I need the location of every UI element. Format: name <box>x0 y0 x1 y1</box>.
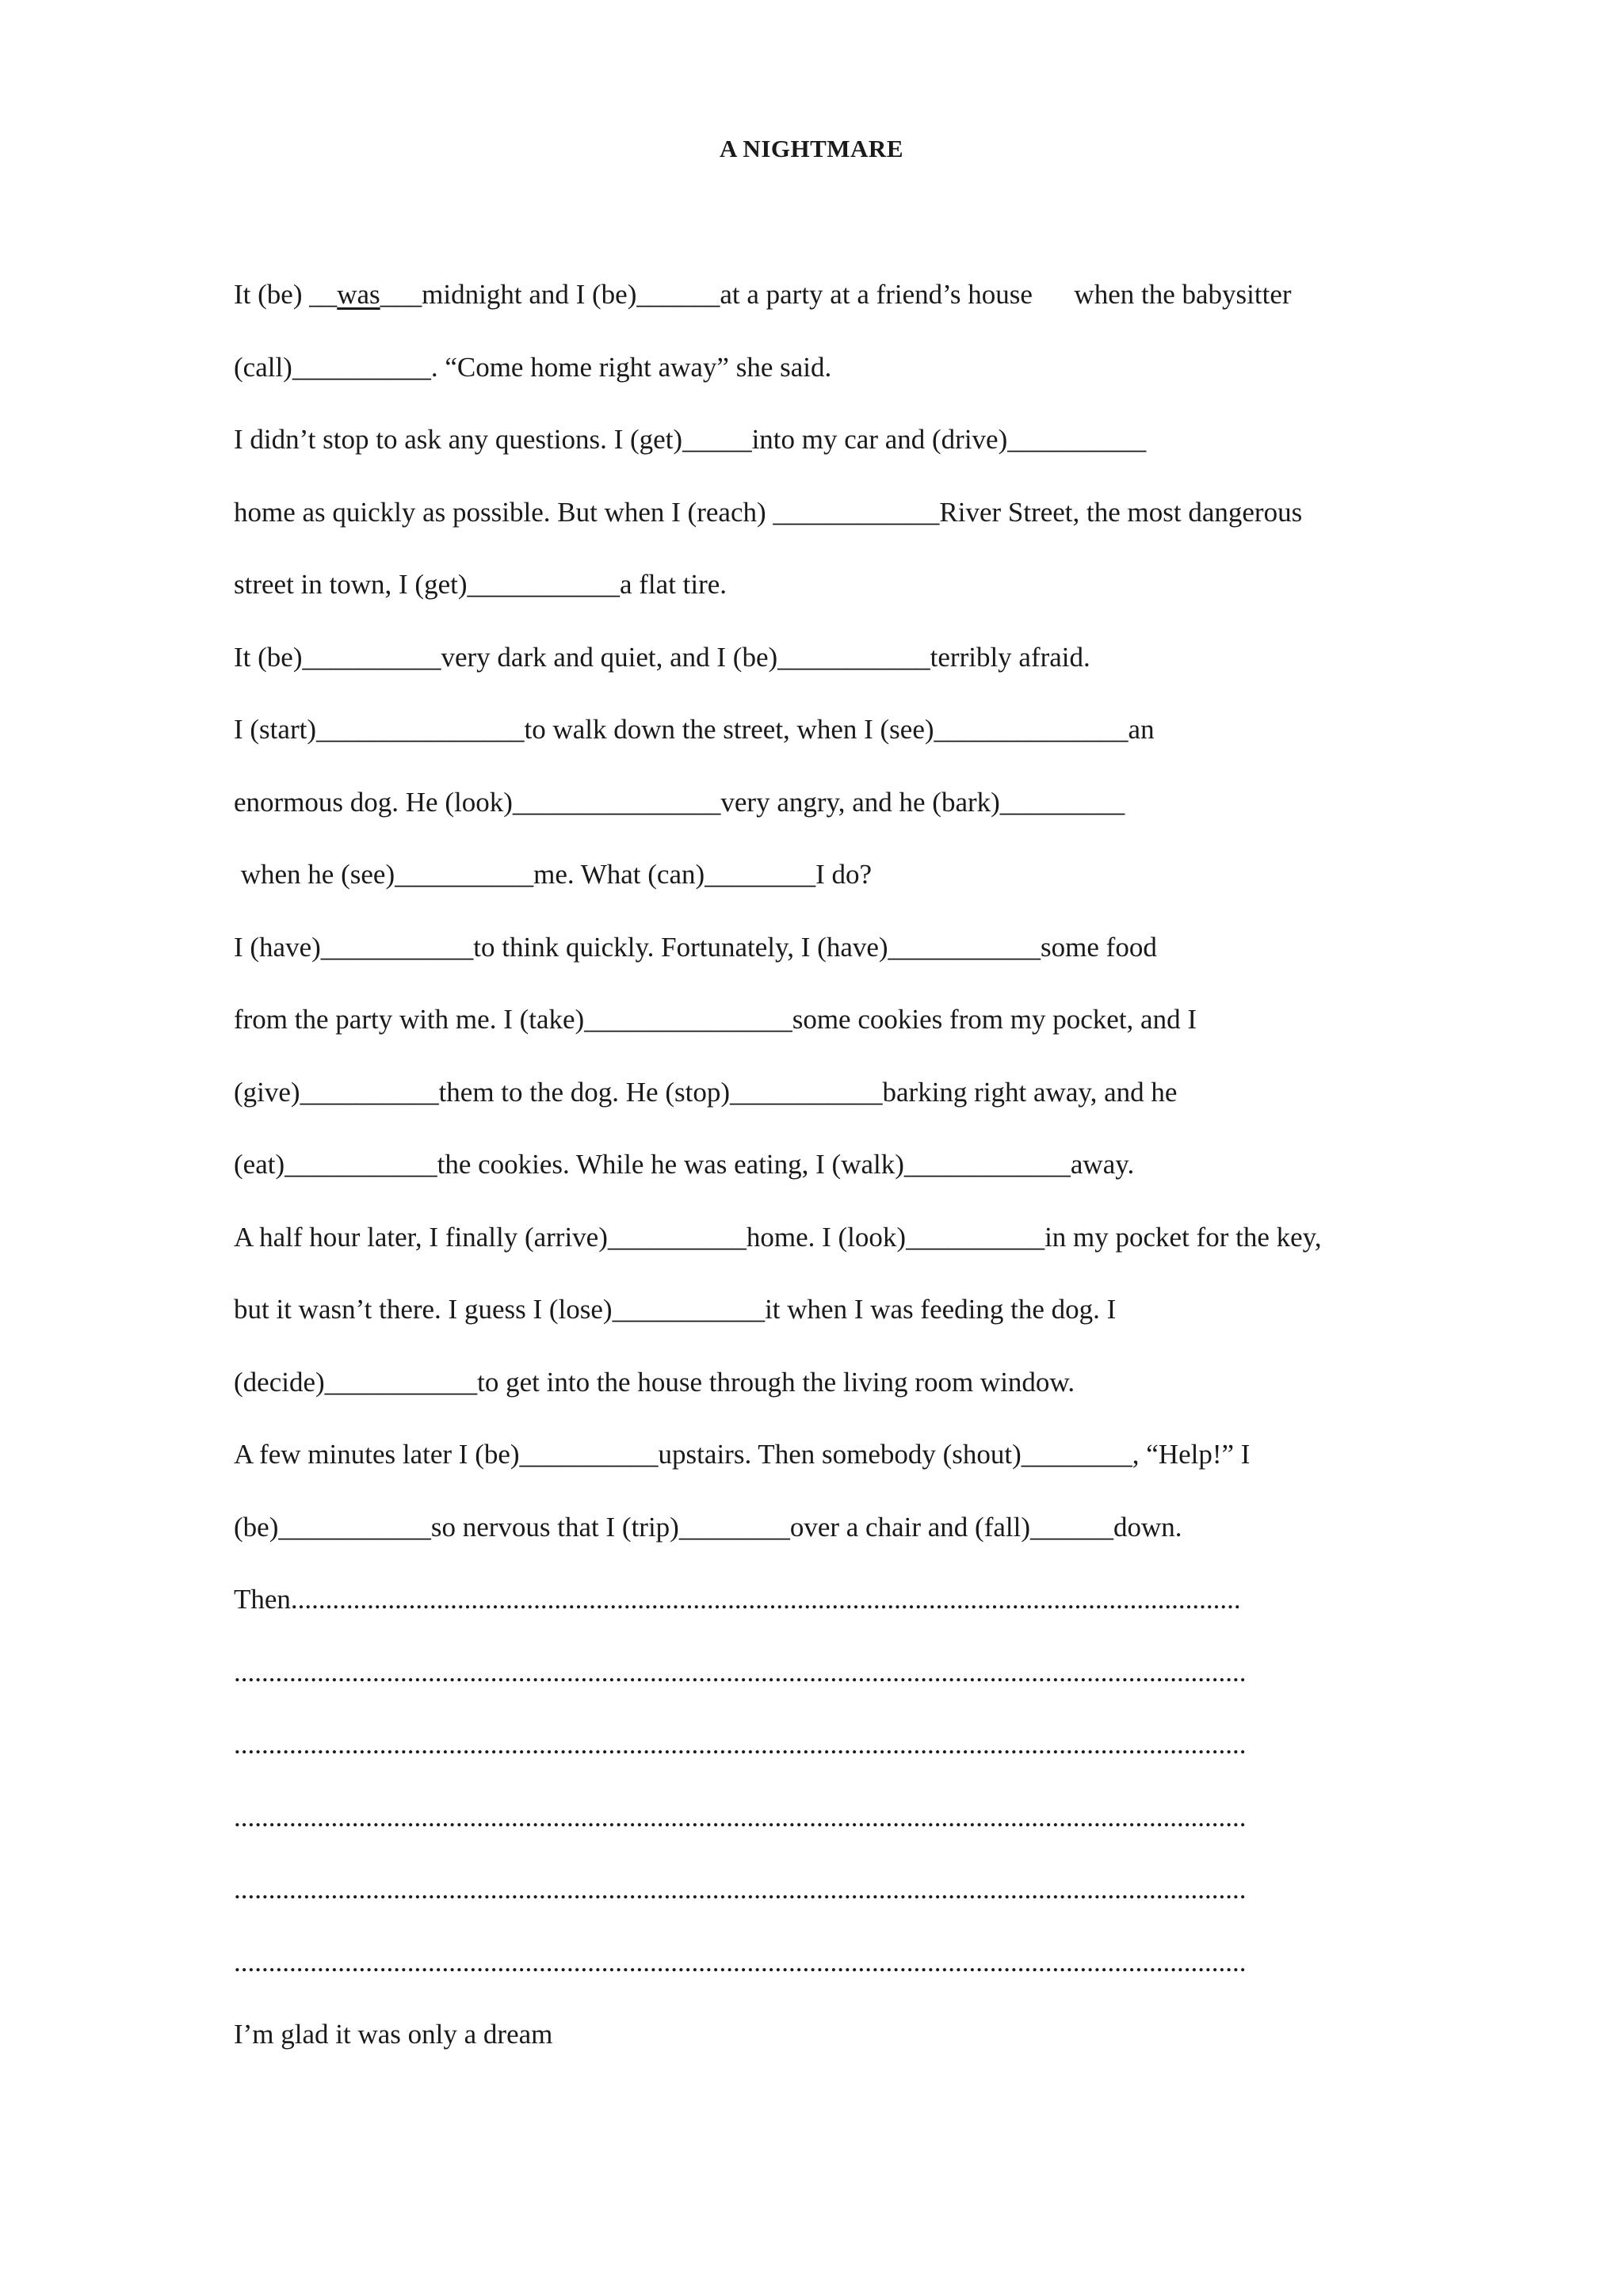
writing-line-4 <box>234 1794 1423 1867</box>
text-line-4: home as quickly as possible. But when I (reach) ____________River Street, the most dangerous <box>234 496 1303 528</box>
text-line-11: from the party with me. I (take)_______________some cookies from my pocket, and I <box>234 1004 1197 1035</box>
text-line-7: I (start)_______________to walk down the street, when I (see)______________an <box>234 714 1155 745</box>
text-line-12: (give)__________them to the dog. He (stop)___________barking right away, and he <box>234 1076 1178 1108</box>
text-line-1 <box>234 271 1423 344</box>
exercise-text <box>234 271 1423 2084</box>
dotted-line-3: .................................................................................................................................................. <box>234 1729 1247 1760</box>
text-line-17: A few minutes later I (be)__________upstairs. Then somebody (shout)________, “Help!” I <box>234 1439 1251 1470</box>
text-line-3: I didn’t stop to ask any questions. I (get)_____into my car and (drive)__________ <box>234 424 1147 455</box>
text-line-15: but it wasn’t there. I guess I (lose)___________it when I was feeding the dog. I <box>234 1294 1117 1325</box>
example-answer: was <box>337 279 380 310</box>
text-line-9: when he (see)__________me. What (can)________I do? <box>234 859 873 890</box>
text-line-10: I (have)___________to think quickly. Fortunately, I (have)___________some food <box>234 931 1157 963</box>
dotted-line-4: .................................................................................................................................................. <box>234 1801 1247 1833</box>
page-title: A NIGHTMARE <box>720 135 903 162</box>
writing-line-5 <box>234 1866 1423 1939</box>
text-line-8: enormous dog. He (look)_______________very angry, and he (bark)_________ <box>234 786 1125 818</box>
text-line-13: (eat)___________the cookies. While he was eating, I (walk)____________away. <box>234 1149 1135 1180</box>
text-line-18: (be)___________so nervous that I (trip)________over a chair and (fall)______down. <box>234 1511 1182 1543</box>
text-line-16: (decide)___________to get into the house through the living room window. <box>234 1366 1075 1398</box>
text-line-6: It (be)__________very dark and quiet, and I (be)___________terribly afraid. <box>234 641 1090 673</box>
dotted-line-5: .................................................................................................................................................. <box>234 1874 1247 1905</box>
dotted-line-2: .................................................................................................................................................. <box>234 1656 1247 1688</box>
closing-line: I’m glad it was only a dream <box>234 2019 553 2050</box>
text-line-2: (call)__________. “Come home right away” she said. <box>234 351 832 383</box>
text-line-14: A half hour later, I finally (arrive)__________home. I (look)__________in my pocket for the key, <box>234 1221 1322 1253</box>
text-line-1-end: ___midnight and I (be)______at a party at a friend’s house when the babysitter <box>380 279 1292 310</box>
dotted-line-1: Then......................................................................................................................................... <box>234 1584 1241 1615</box>
writing-line-3 <box>234 1721 1423 1794</box>
writing-line-6 <box>234 1939 1423 2012</box>
text-line-1-start: It (be) __ <box>234 279 338 310</box>
writing-line-1 <box>234 1576 1423 1649</box>
text-line-5: street in town, I (get)___________a flat tire. <box>234 569 727 600</box>
writing-line-2 <box>234 1649 1423 1722</box>
dotted-line-6: .................................................................................................................................................. <box>234 1946 1247 1978</box>
